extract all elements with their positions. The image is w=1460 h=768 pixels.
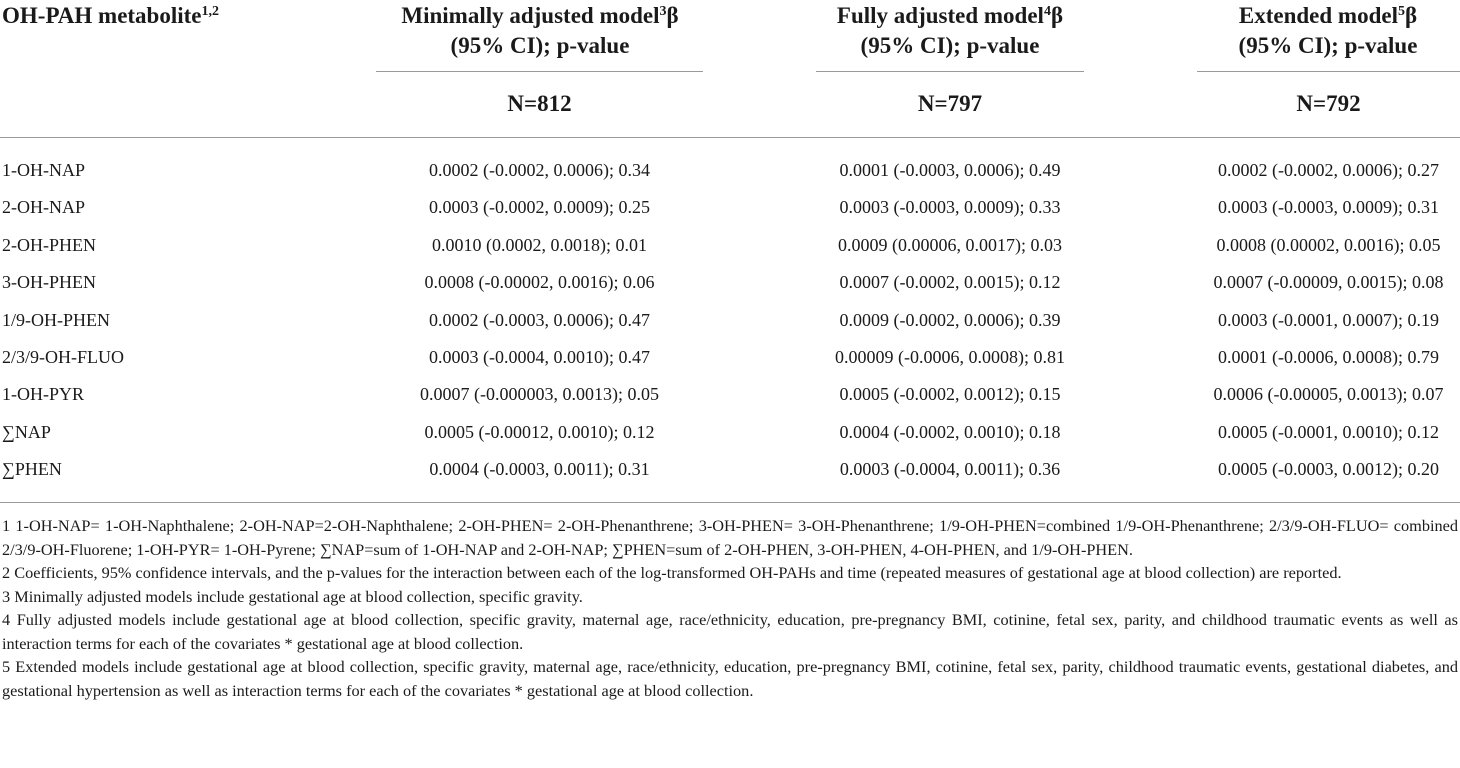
header-metabolite: OH-PAH metabolite$^{1,2}$ <box>2 3 219 28</box>
minimal-cell: 0.0002 (-0.0003, 0.0006); 0.47 <box>429 310 650 330</box>
metabolite-cell: 1/9-OH-PHEN <box>2 310 110 330</box>
extended-cell: 0.0002 (-0.0002, 0.0006); 0.27 <box>1218 160 1439 180</box>
footnote-2: 2 Coefficients, 95% confidence intervals, and the p-values for the interaction between each of the log-transformed OH-PAHs and time (repeated measures of gestational age at blood collection) are reported. <box>2 563 1342 582</box>
extended-cell: 0.0008 (0.00002, 0.0016); 0.05 <box>1216 235 1441 255</box>
column-rule-minimal <box>376 71 703 72</box>
n-full: N=797 <box>917 91 983 116</box>
n-minimal: N=812 <box>507 91 572 116</box>
metabolite-cell: 2-OH-PHEN <box>2 235 96 255</box>
minimal-cell: 0.0003 (-0.0002, 0.0009); 0.25 <box>429 197 650 217</box>
extended-cell: 0.0003 (-0.0001, 0.0007); 0.19 <box>1218 310 1439 330</box>
minimal-cell: 0.0003 (-0.0004, 0.0010); 0.47 <box>429 347 650 367</box>
column-rule-full <box>816 71 1084 72</box>
n-extended: N=792 <box>1296 91 1361 116</box>
table-bottom-rule <box>0 502 1460 503</box>
footnotes <box>2 514 1458 702</box>
footnote-1: 1 1-OH-NAP= 1-OH-Naphthalene; 2-OH-NAP=2-OH-Naphthalene; 2-OH-PHEN= 2-OH-Phenanthrene; 3-OH-PHEN= 3-OH-Phenanthrene; 1/9-OH-PHEN=combined 1/9-OH-Phenanthrene; 2/3/9-OH-FLUO= combined 2/3/9-OH-Fluorene; 1-OH-PYR= 1-OH-Pyrene; ∑NAP=sum of 1-OH-NAP and 2-OH-NAP; ∑PHEN=sum of 2-OH-PHEN, 3-OH-PHEN, 4-OH-PHEN, and 1/9-OH-PHEN. <box>2 516 1458 559</box>
extended-cell: 0.0003 (-0.0003, 0.0009); 0.31 <box>1218 197 1439 217</box>
metabolite-cell: 2-OH-NAP <box>2 197 85 217</box>
metabolite-cell: 2/3/9-OH-FLUO <box>2 347 124 367</box>
metabolite-cell: ∑NAP <box>2 422 51 442</box>
minimal-cell: 0.0008 (-0.00002, 0.0016); 0.06 <box>424 272 655 292</box>
header-bottom-rule <box>0 137 1460 138</box>
full-cell: 0.0003 (-0.0003, 0.0009); 0.33 <box>839 197 1061 217</box>
header-full-model: Fully adjusted model$^4$β (95% CI); p-value <box>836 3 1064 58</box>
column-rule-extended <box>1197 71 1460 72</box>
minimal-cell: 0.0007 (-0.000003, 0.0013); 0.05 <box>420 384 659 404</box>
extended-cell: 0.0005 (-0.0003, 0.0012); 0.20 <box>1218 459 1439 479</box>
metabolite-cell: ∑PHEN <box>2 459 62 479</box>
extended-cell: 0.0001 (-0.0006, 0.0008); 0.79 <box>1218 347 1439 367</box>
full-cell: 0.00009 (-0.0006, 0.0008); 0.81 <box>835 347 1065 367</box>
full-cell: 0.0003 (-0.0004, 0.0011); 0.36 <box>839 459 1061 479</box>
full-cell: 0.0001 (-0.0003, 0.0006); 0.49 <box>839 160 1061 180</box>
full-cell: 0.0005 (-0.0002, 0.0012); 0.15 <box>839 384 1061 404</box>
full-cell: 0.0009 (0.00006, 0.0017); 0.03 <box>838 235 1062 255</box>
full-cell: 0.0004 (-0.0002, 0.0010); 0.18 <box>839 422 1061 442</box>
header-extended-model: Extended model$^5$β (95% CI); p-value <box>1238 3 1418 58</box>
extended-cell: 0.0006 (-0.00005, 0.0013); 0.07 <box>1213 384 1444 404</box>
extended-cell: 0.0005 (-0.0001, 0.0010); 0.12 <box>1218 422 1439 442</box>
footnote-5: 5 Extended models include gestational age at blood collection, specific gravity, maternal age, race/ethnicity, education, pre-pregnancy BMI, cotinine, fetal sex, parity, childhood traumatic events, gestational diabetes, and gestational hypertension as well as interaction terms for each of the covariates * gestational age at blood collection. <box>2 657 1458 700</box>
minimal-cell: 0.0010 (0.0002, 0.0018); 0.01 <box>432 235 647 255</box>
metabolite-cell: 1-OH-NAP <box>2 160 85 180</box>
header-minimal-model: Minimally adjusted model$^3$β (95% CI); p-value <box>401 3 679 58</box>
metabolite-cell: 1-OH-PYR <box>2 384 85 404</box>
full-cell: 0.0009 (-0.0002, 0.0006); 0.39 <box>839 310 1061 330</box>
metabolite-cell: 3-OH-PHEN <box>2 272 96 292</box>
full-cell: 0.0007 (-0.0002, 0.0015); 0.12 <box>839 272 1061 292</box>
extended-cell: 0.0007 (-0.00009, 0.0015); 0.08 <box>1213 272 1444 292</box>
minimal-cell: 0.0005 (-0.00012, 0.0010); 0.12 <box>424 422 655 442</box>
minimal-cell: 0.0002 (-0.0002, 0.0006); 0.34 <box>429 160 650 180</box>
footnote-3: 3 Minimally adjusted models include gestational age at blood collection, specific gravity. <box>2 586 583 606</box>
minimal-cell: 0.0004 (-0.0003, 0.0011); 0.31 <box>429 459 650 479</box>
footnote-4: 4 Fully adjusted models include gestational age at blood collection, specific gravity, maternal age, race/ethnicity, education, pre-pregnancy BMI, cotinine, fetal sex, parity, and childhood traumatic events as well as interaction terms for each of the covariates * gestational age at blood collection. <box>2 610 1458 653</box>
